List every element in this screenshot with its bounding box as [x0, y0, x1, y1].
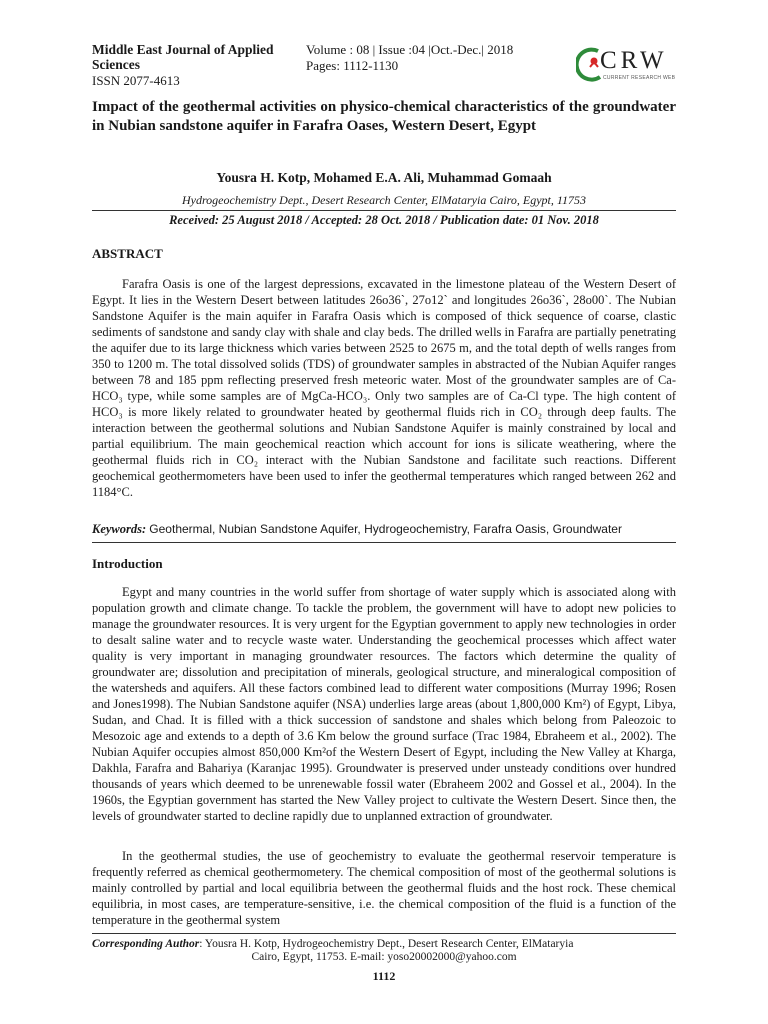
- corresponding-author-details: : Yousra H. Kotp, Hydrogeochemistry Dept., Desert Research Center, ElMataryia: [199, 938, 574, 950]
- logo-subtext: CURRENT RESEARCH WEB: [603, 75, 676, 81]
- footnote-divider: [92, 933, 676, 934]
- crw-logo: [576, 45, 676, 85]
- introduction-paragraph-1: Egypt and many countries in the world suffer from shortage of water supply which is associated along with population growth and climate change. To tackle the problem, the government will have to adopt new policies to manage the groundwater resources. It is very urgent for the Egyptian government to apply new technologies in order to desalt saline water and to recycle waste water. Understanding the geochemical processes which affect water quality is very important in managing groundwater resources. The factors which determine the quality of groundwater are; dissolution and precipitation of minerals, geological structure, and mineralogical composition of the watersheds and aquifers. All these factors combined lead to different water compositions (Murray 1996; Rosen and Jones1998). The Nubian Sandstone aquifer (NSA) underlies large areas (about 1,800,000 Km²) of Egypt, Libya, Sudan, and Chad. It is filled with a thick succession of sandstone and shales which belong from Paleozoic to Mesozoic age and extends to a depth of 3.6 Km below the ground surface (Trac 1984, Ebraheem et al., 2002). The Nubian Aquifer occupies almost 850,000 Km²of the Western Desert of Egypt, including the New Valley at Kharga, Dakhla, Farafra and Bahariya (Karanjac 1995). Groundwater is preserved under unsteady conditions over hundred thousands of years which deemed to be unrenewable fossil water (Ebraheem 2002 and Gossel et al., 2004). In the 1960s, the Egyptian government has started the New Valley project to cultivate the Western Desert. Since then, the levels of groundwater started to decline rapidly due to unplanned extraction of groundwater.: [92, 585, 676, 823]
- issn: ISSN 2077-4613: [92, 73, 180, 88]
- introduction-heading: Introduction: [92, 556, 163, 571]
- divider: [92, 210, 676, 211]
- abstract-heading: ABSTRACT: [92, 246, 163, 261]
- divider: [92, 542, 676, 543]
- keywords-label: Keywords:: [92, 522, 147, 536]
- article-title: Impact of the geothermal activities on physico-chemical characteristics of the groundwater in Nubian sandstone aquifer in Farafra Oases, Western Desert, Egypt: [92, 99, 676, 134]
- authors: Yousra H. Kotp, Mohamed E.A. Ali, Muhammad Gomaah: [216, 170, 552, 185]
- corresponding-author-contact: Cairo, Egypt, 11753. E-mail: yoso20002000@yahoo.com: [251, 951, 517, 963]
- corresponding-author-label: Corresponding Author: [92, 938, 200, 950]
- volume-info: [306, 42, 513, 74]
- corresponding-author: [92, 937, 676, 952]
- introduction-paragraph-2: In the geothermal studies, the use of geochemistry to evaluate the geothermal reservoir temperature is frequently referred as chemical geothermometery. The chemical composition of most of the geothermal solutions is mainly controlled by partial and local equilibria between the geothermal fluids and the host rock. These chemical equilibria, in most cases, are temperature-sensitive, i.e. the chemical composition of the fluid is a function of the temperature in the geothermal system: [92, 849, 676, 927]
- abstract-text: Farafra Oasis is one of the largest depressions, excavated in the limestone plateau of the Western Desert of Egypt. It lies in the Western Desert between latitudes 26o36`, 27o12` and longitudes 26o36`, 28o00`. The Nubian Sandstone Aquifer is the main aquifer in Farafra Oasis which is composed of thick sequence of coarse, clastic sediments of sandstone and sandy clay with shale and clay beds. The drilled wells in Farafra are partially penetrating the aquifer due to its large thickness which varies between 2525 to 2675 m, and the total depth of wells ranges from 350 to 1200 m. The total dissolved solids (TDS) of groundwater samples in abstracted of the Nubian Aquifer ranges between 78 and 185 ppm reflecting preserved fresh meteoric water. Most of the groundwater samples are of Ca-HCO₃ type, while some samples are of MgCa-HCO₃. Only two samples are of Ca-Cl type. The high content of HCO₃ is more likely related to groundwater heated by geothermal fluids rich in CO₂ through deep faults. The interaction between the geothermal solutions and Nubian Sandstone Aquifer is mainly constrained by local and partial equilibrium. The main geochemical reaction which account for ions is silicate weathering, where the geothermal fluids rich in CO₂ interact with the Nubian Sandstone and facilitate such reactions. Different geochemical geothermometers have been used to infer the geothermal temperatures which ranged between 262 and 1184°C.: [92, 277, 676, 499]
- affiliation: Hydrogeochemistry Dept., Desert Research Center, ElMataryia Cairo, Egypt, 11753: [181, 193, 587, 207]
- journal-name: Middle East Journal of Applied Sciences: [92, 42, 274, 72]
- page-number: 1112: [372, 969, 396, 983]
- volume-line: Volume : 08 | Issue :04 |Oct.-Dec.| 2018: [306, 42, 514, 57]
- keywords: [92, 522, 676, 537]
- logo-text: CRW: [600, 47, 668, 74]
- keywords-list: Geothermal, Nubian Sandstone Aquifer, Hydrogeochemistry, Farafra Oasis, Groundwater: [149, 522, 622, 536]
- publication-dates: Received: 25 August 2018 / Accepted: 28 Oct. 2018 / Publication date: 01 Nov. 2018: [169, 213, 599, 227]
- pages-line: Pages: 1112-1130: [306, 58, 399, 73]
